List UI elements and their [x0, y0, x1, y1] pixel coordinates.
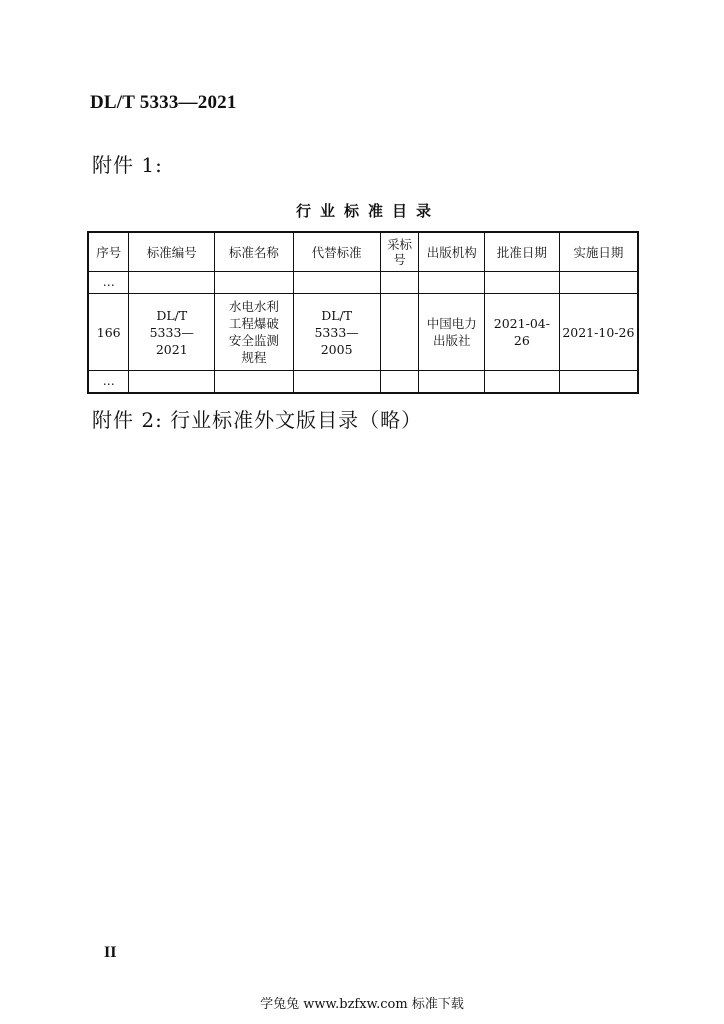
column-header-code: 标准编号: [129, 232, 215, 272]
ellipsis-cell: …: [88, 371, 129, 394]
cell-code: DL/T 5333—2021: [129, 294, 215, 371]
empty-cell: [419, 272, 485, 294]
empty-cell: [380, 272, 419, 294]
column-header-effective-date: 实施日期: [559, 232, 638, 272]
empty-cell: [559, 371, 638, 394]
table-row: [88, 294, 638, 371]
annex-2-label: 附件 2: 行业标准外文版目录（略）: [92, 408, 423, 432]
column-header-approval-date: 批准日期: [485, 232, 560, 272]
table-row-ellipsis: [88, 371, 638, 394]
empty-cell: [380, 371, 419, 394]
footer-watermark: 学兔兔 www.bzfxw.com 标准下载: [260, 997, 464, 1012]
cell-name: 水电水利工程爆破安全监测规程: [215, 294, 294, 371]
column-header-name: 标准名称: [215, 232, 294, 272]
cell-effective-date: 2021-10-26: [559, 294, 638, 371]
table-header-row: [88, 232, 638, 272]
cell-publisher: 中国电力出版社: [419, 294, 485, 371]
empty-cell: [215, 272, 294, 294]
cell-replaces: DL/T 5333—2005: [293, 294, 380, 371]
cell-seq: 166: [88, 294, 129, 371]
cell-adopted: [380, 294, 419, 371]
table-title: 行业标准目录: [295, 202, 440, 220]
ellipsis-cell: …: [88, 272, 129, 294]
empty-cell: [129, 371, 215, 394]
empty-cell: [129, 272, 215, 294]
column-header-publisher: 出版机构: [419, 232, 485, 272]
column-header-replaces: 代替标准: [293, 232, 380, 272]
empty-cell: [485, 272, 560, 294]
table-row-ellipsis: [88, 272, 638, 294]
empty-cell: [559, 272, 638, 294]
standard-code: DL/T 5333—2021: [90, 92, 237, 113]
empty-cell: [485, 371, 560, 394]
empty-cell: [293, 272, 380, 294]
empty-cell: [419, 371, 485, 394]
page-number: II: [104, 944, 117, 961]
empty-cell: [293, 371, 380, 394]
column-header-adopted: 采标号: [380, 232, 419, 272]
empty-cell: [215, 371, 294, 394]
annex-1-label: 附件 1:: [92, 153, 163, 177]
cell-approval-date: 2021-04-26: [485, 294, 560, 371]
column-header-seq: 序号: [88, 232, 129, 272]
standards-catalog-table: [87, 231, 639, 394]
